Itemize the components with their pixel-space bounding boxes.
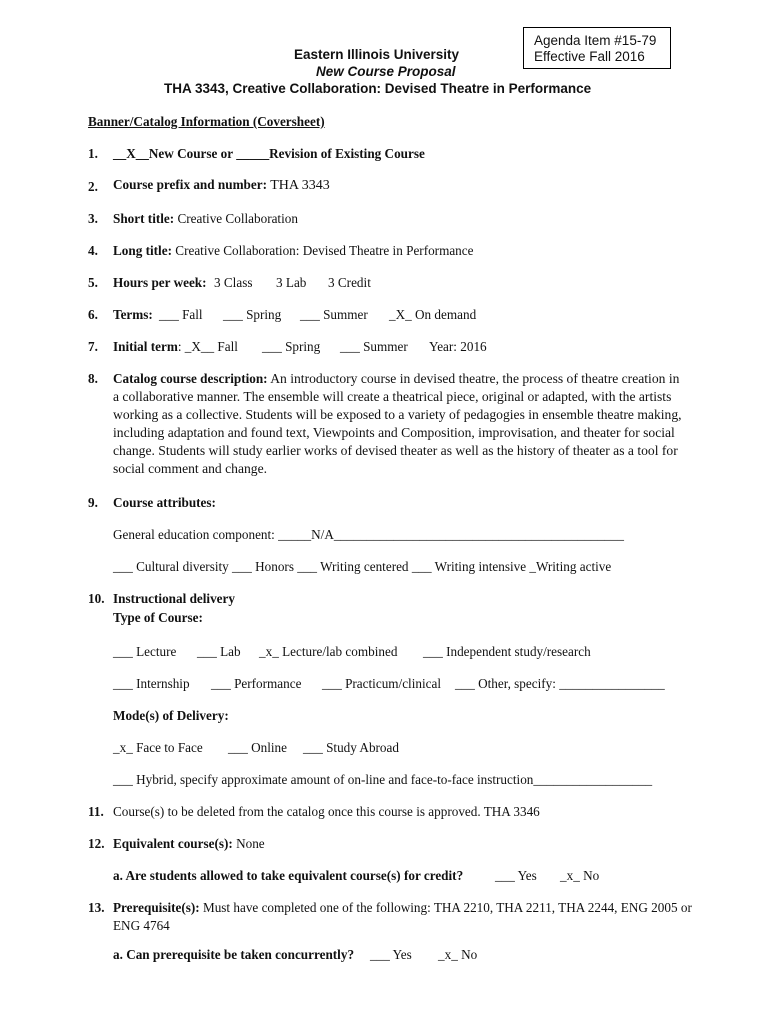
equivalent-courses-value: None <box>232 836 265 851</box>
prereq-concurrent-no: _x_ No <box>438 947 478 962</box>
term-spring: ___ Spring <box>223 307 282 322</box>
term-summer: ___ Summer <box>300 307 368 322</box>
item-number: 5. <box>88 275 98 290</box>
initial-term-spring: ___ Spring <box>262 339 321 354</box>
hours-lab: 3 Lab <box>276 275 307 290</box>
item-number: 7. <box>88 339 98 354</box>
prereq-concurrent-yes: ___ Yes <box>370 947 412 962</box>
prereq-concurrent-question: a. Can prerequisite be taken concurrently? <box>113 947 355 962</box>
hours-class: 3 Class <box>214 275 253 290</box>
type-lecture-lab: _x_ Lecture/lab combined <box>259 644 398 659</box>
item-number: 13. <box>88 900 105 915</box>
agenda-item: Agenda Item #15-79 <box>534 33 657 48</box>
type-of-course-label: Type of Course: <box>113 610 203 625</box>
initial-term-row <box>113 339 238 355</box>
gen-ed-row <box>113 527 624 543</box>
proposal-type: New Course Proposal <box>316 64 456 79</box>
new-course-line: __X__New Course or _____Revision of Existing Course <box>113 146 425 161</box>
long-title-label: Long title: <box>113 243 172 258</box>
long-title-value: Creative Collaboration: Devised Theatre in Performance <box>171 243 474 258</box>
agenda-box <box>523 27 671 69</box>
item-number: 3. <box>88 211 98 226</box>
term-fall: ___ Fall <box>159 307 203 322</box>
item-number: 1. <box>88 146 98 161</box>
mode-of-delivery-label: Mode(s) of Delivery: <box>113 708 229 723</box>
gen-ed-value: N/A____________________________________________ <box>311 527 624 542</box>
gen-ed-label: General education component: _____ <box>113 527 312 542</box>
mode-study-abroad: ___ Study Abroad <box>303 740 399 755</box>
catalog-description-value: An introductory course in devised theatre, the process of theatre creation in a collaborative manner. The ensemble will create a theatrical piece, original or adapted, with the artists working as a collective. Students will be exposed to a variety of pedagogies in ensemble theatre making, including adaptation and found text, Viewpoints and Composition, improvisation, and theater for social change. Students will study earlier works of devised theater as well as the history of theater as a tool for social comment and change. <box>113 371 682 476</box>
course-title-header: THA 3343, Creative Collaboration: Devised Theatre in Performance <box>164 81 592 96</box>
course-prefix-label: Course prefix and number: <box>113 177 267 192</box>
item-number: 2. <box>88 179 98 194</box>
short-title-label: Short title: <box>113 211 175 226</box>
catalog-description-label: Catalog course description: <box>113 371 268 386</box>
item-number: 8. <box>88 371 98 386</box>
term-on-demand: _X_ On demand <box>389 307 477 322</box>
initial-term-summer: ___ Summer <box>340 339 408 354</box>
type-independent-study: ___ Independent study/research <box>423 644 591 659</box>
short-title-value: Creative Collaboration <box>174 211 298 226</box>
item-number: 6. <box>88 307 98 322</box>
initial-term-year: Year: 2016 <box>429 339 487 354</box>
attributes-row: ___ Cultural diversity ___ Honors ___ Writing centered ___ Writing intensive _Writing active <box>113 559 612 574</box>
item-number: 11. <box>88 804 104 819</box>
type-lab: ___ Lab <box>197 644 241 659</box>
initial-term-label: Initial term <box>113 339 178 354</box>
item-number: 12. <box>88 836 105 851</box>
mode-face-to-face: _x_ Face to Face <box>113 740 203 755</box>
type-lecture: ___ Lecture <box>113 644 177 659</box>
course-attributes-label: Course attributes: <box>113 495 216 510</box>
mode-hybrid: ___ Hybrid, specify approximate amount of on-line and face-to-face instruction__________________ <box>113 772 653 787</box>
hours-credit: 3 Credit <box>328 275 371 290</box>
equivalent-courses-label: Equivalent course(s): <box>113 836 233 851</box>
terms-label: Terms: <box>113 307 153 322</box>
equivalent-credit-question: a. Are students allowed to take equivalent course(s) for credit? <box>113 868 464 883</box>
type-other: ___ Other, specify: ________________ <box>455 676 665 691</box>
type-practicum: ___ Practicum/clinical <box>322 676 442 691</box>
university-name: Eastern Illinois University <box>294 47 460 62</box>
initial-term-fall: : _X__ Fall <box>177 339 238 354</box>
item-number: 4. <box>88 243 98 258</box>
section-title: Banner/Catalog Information (Coversheet) <box>88 114 325 129</box>
equivalent-courses-row <box>113 836 265 852</box>
agenda-effective: Effective Fall 2016 <box>534 49 645 64</box>
course-prefix-row <box>113 177 330 194</box>
type-internship: ___ Internship <box>113 676 190 691</box>
long-title-row <box>113 243 473 259</box>
prerequisites-value: Must have completed one of the following: THA 2210, THA 2211, THA 2244, ENG 2005 or ENG 4764 <box>113 900 692 933</box>
mode-online: ___ Online <box>228 740 287 755</box>
catalog-description <box>113 370 683 478</box>
equivalent-credit-no: _x_ No <box>560 868 600 883</box>
hours-label: Hours per week: <box>113 275 207 290</box>
courses-deleted: Course(s) to be deleted from the catalog once this course is approved. THA 3346 <box>113 804 540 819</box>
short-title-row <box>113 211 298 227</box>
item-number: 10. <box>88 591 105 606</box>
type-performance: ___ Performance <box>211 676 302 691</box>
prerequisites-label: Prerequisite(s): <box>113 900 200 915</box>
equivalent-credit-yes: ___ Yes <box>495 868 537 883</box>
item-number: 9. <box>88 495 98 510</box>
instructional-delivery-label: Instructional delivery <box>113 591 235 606</box>
course-prefix-value: THA 3343 <box>266 178 330 193</box>
prerequisites <box>113 899 693 935</box>
